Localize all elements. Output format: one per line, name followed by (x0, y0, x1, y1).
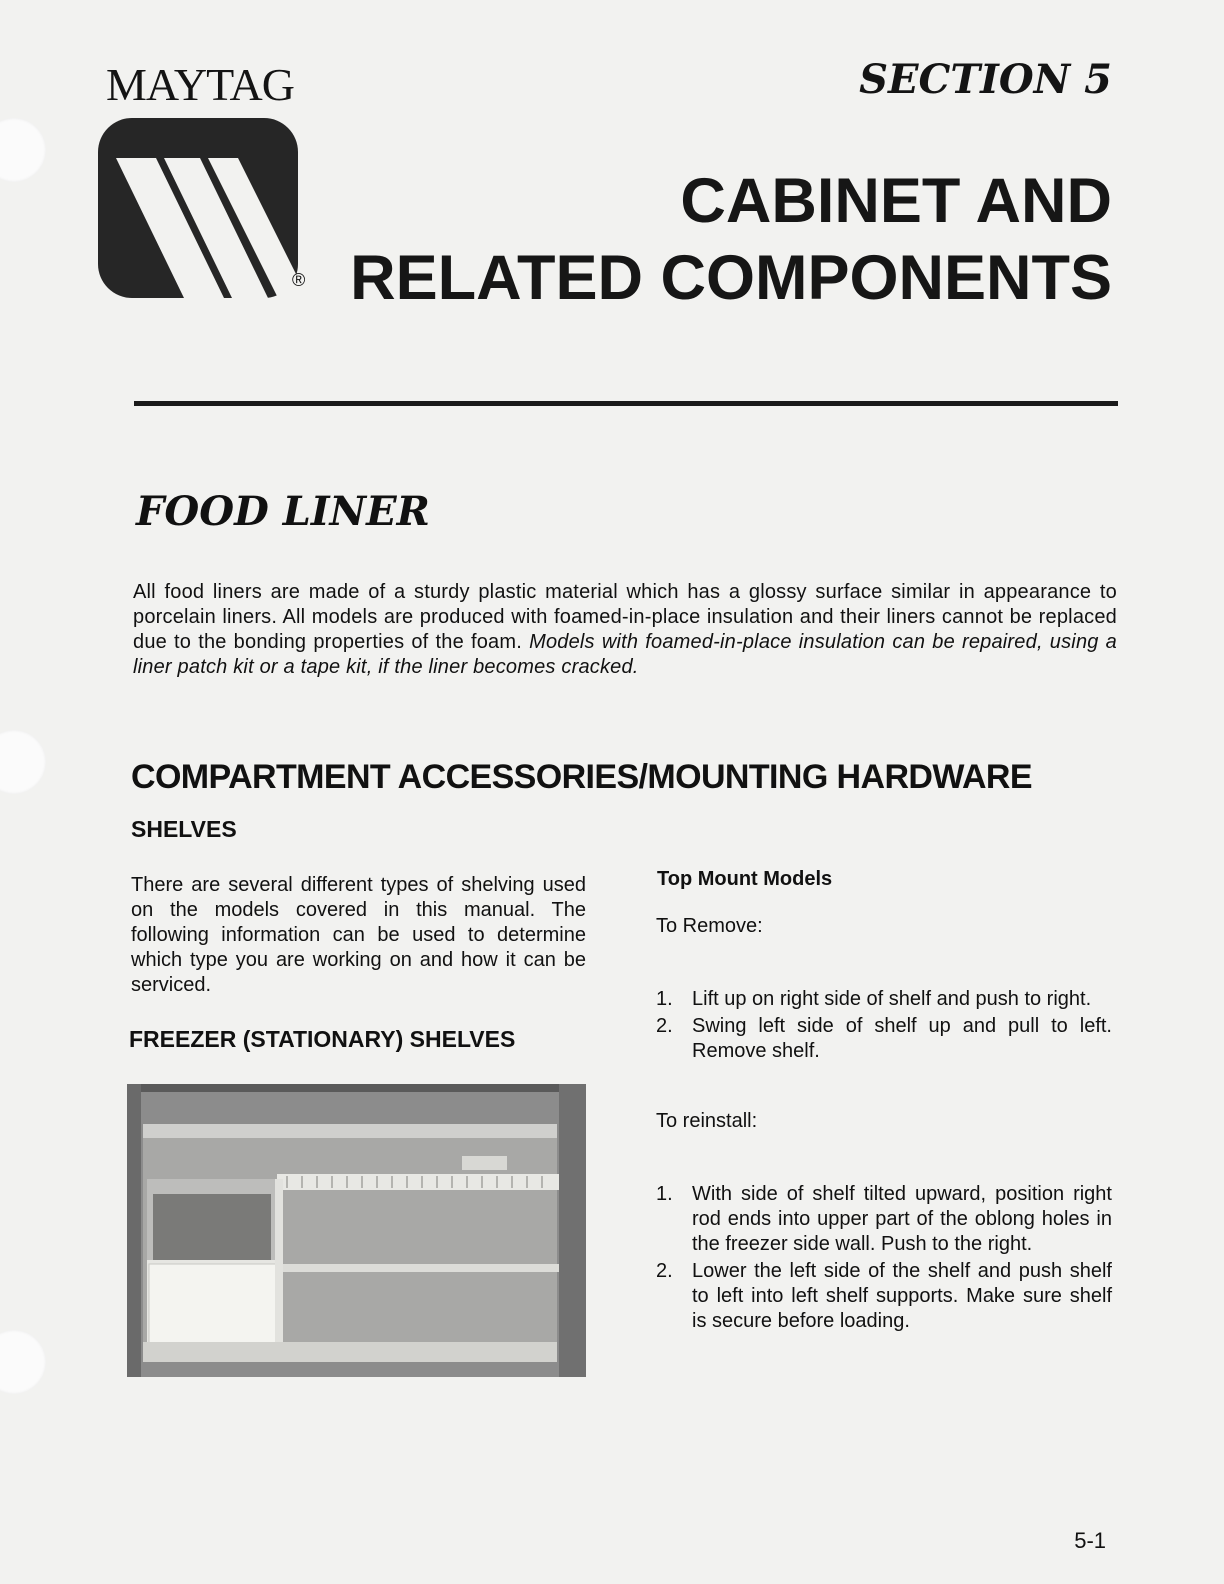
step-text: Lower the left side of the shelf and push shelf to left into left shelf supports. Make sure shelf is secure before loading. (692, 1260, 1112, 1332)
page-number: 5-1 (1074, 1528, 1106, 1553)
step-text: With side of shelf tilted upward, position right rod ends into upper part of the oblong holes in the freezer side wall. Push to the right. (692, 1183, 1112, 1255)
step-text: Lift up on right side of shelf and push to right. (692, 988, 1092, 1010)
remove-steps-list (656, 987, 1112, 1066)
shelves-body: There are several different types of shelving used on the models covered in this manual. The following information can be used to determine which type you are working on and how it can be serviced. (131, 874, 586, 996)
step-number: 1. (656, 1183, 673, 1205)
freezer-shelves-heading: FREEZER (STATIONARY) SHELVES (129, 1026, 516, 1052)
food-liner-heading: FOOD LINER (136, 488, 430, 535)
reinstall-label: To reinstall: (656, 1110, 758, 1132)
maytag-logo-icon (98, 118, 298, 298)
list-item (656, 987, 1112, 1012)
accessories-heading: COMPARTMENT ACCESSORIES/MOUNTING HARDWARE (131, 758, 1032, 796)
shelves-heading: SHELVES (131, 816, 237, 842)
step-text: Swing left side of shelf up and pull to left. Remove shelf. (692, 1015, 1112, 1062)
list-item (656, 1259, 1112, 1334)
food-liner-italic-text: Models with foamed-in-place insulation can be repaired, using a liner patch kit or a tape kit, if the liner becomes cracked. (133, 631, 1117, 678)
divider-rule (134, 401, 1118, 406)
reinstall-steps-list (656, 1182, 1112, 1336)
registered-mark: ® (292, 270, 306, 290)
title-line-2: RELATED COMPONENTS (350, 243, 1112, 313)
freezer-shelf-photo (127, 1084, 586, 1377)
binder-hole-middle (0, 730, 46, 794)
remove-label: To Remove: (656, 915, 763, 937)
brand-name: MAYTAG (106, 59, 294, 110)
step-number: 2. (656, 1015, 673, 1037)
list-item (656, 1182, 1112, 1257)
food-liner-body (133, 580, 1117, 680)
food-liner-text: All food liners are made of a sturdy plastic material which has a glossy surface similar in appearance to porcelain liners. All models are produced with foamed-in-place insulation and their liners cannot be replaced due to the bonding properties of the foam. (133, 581, 1117, 653)
title-line-1: CABINET AND (680, 166, 1112, 236)
list-item (656, 1014, 1112, 1064)
top-mount-heading: Top Mount Models (657, 868, 833, 890)
binder-hole-top (0, 118, 46, 182)
step-number: 2. (656, 1260, 673, 1282)
binder-hole-bottom (0, 1330, 46, 1394)
step-number: 1. (656, 988, 673, 1010)
section-label: SECTION 5 (859, 56, 1112, 103)
